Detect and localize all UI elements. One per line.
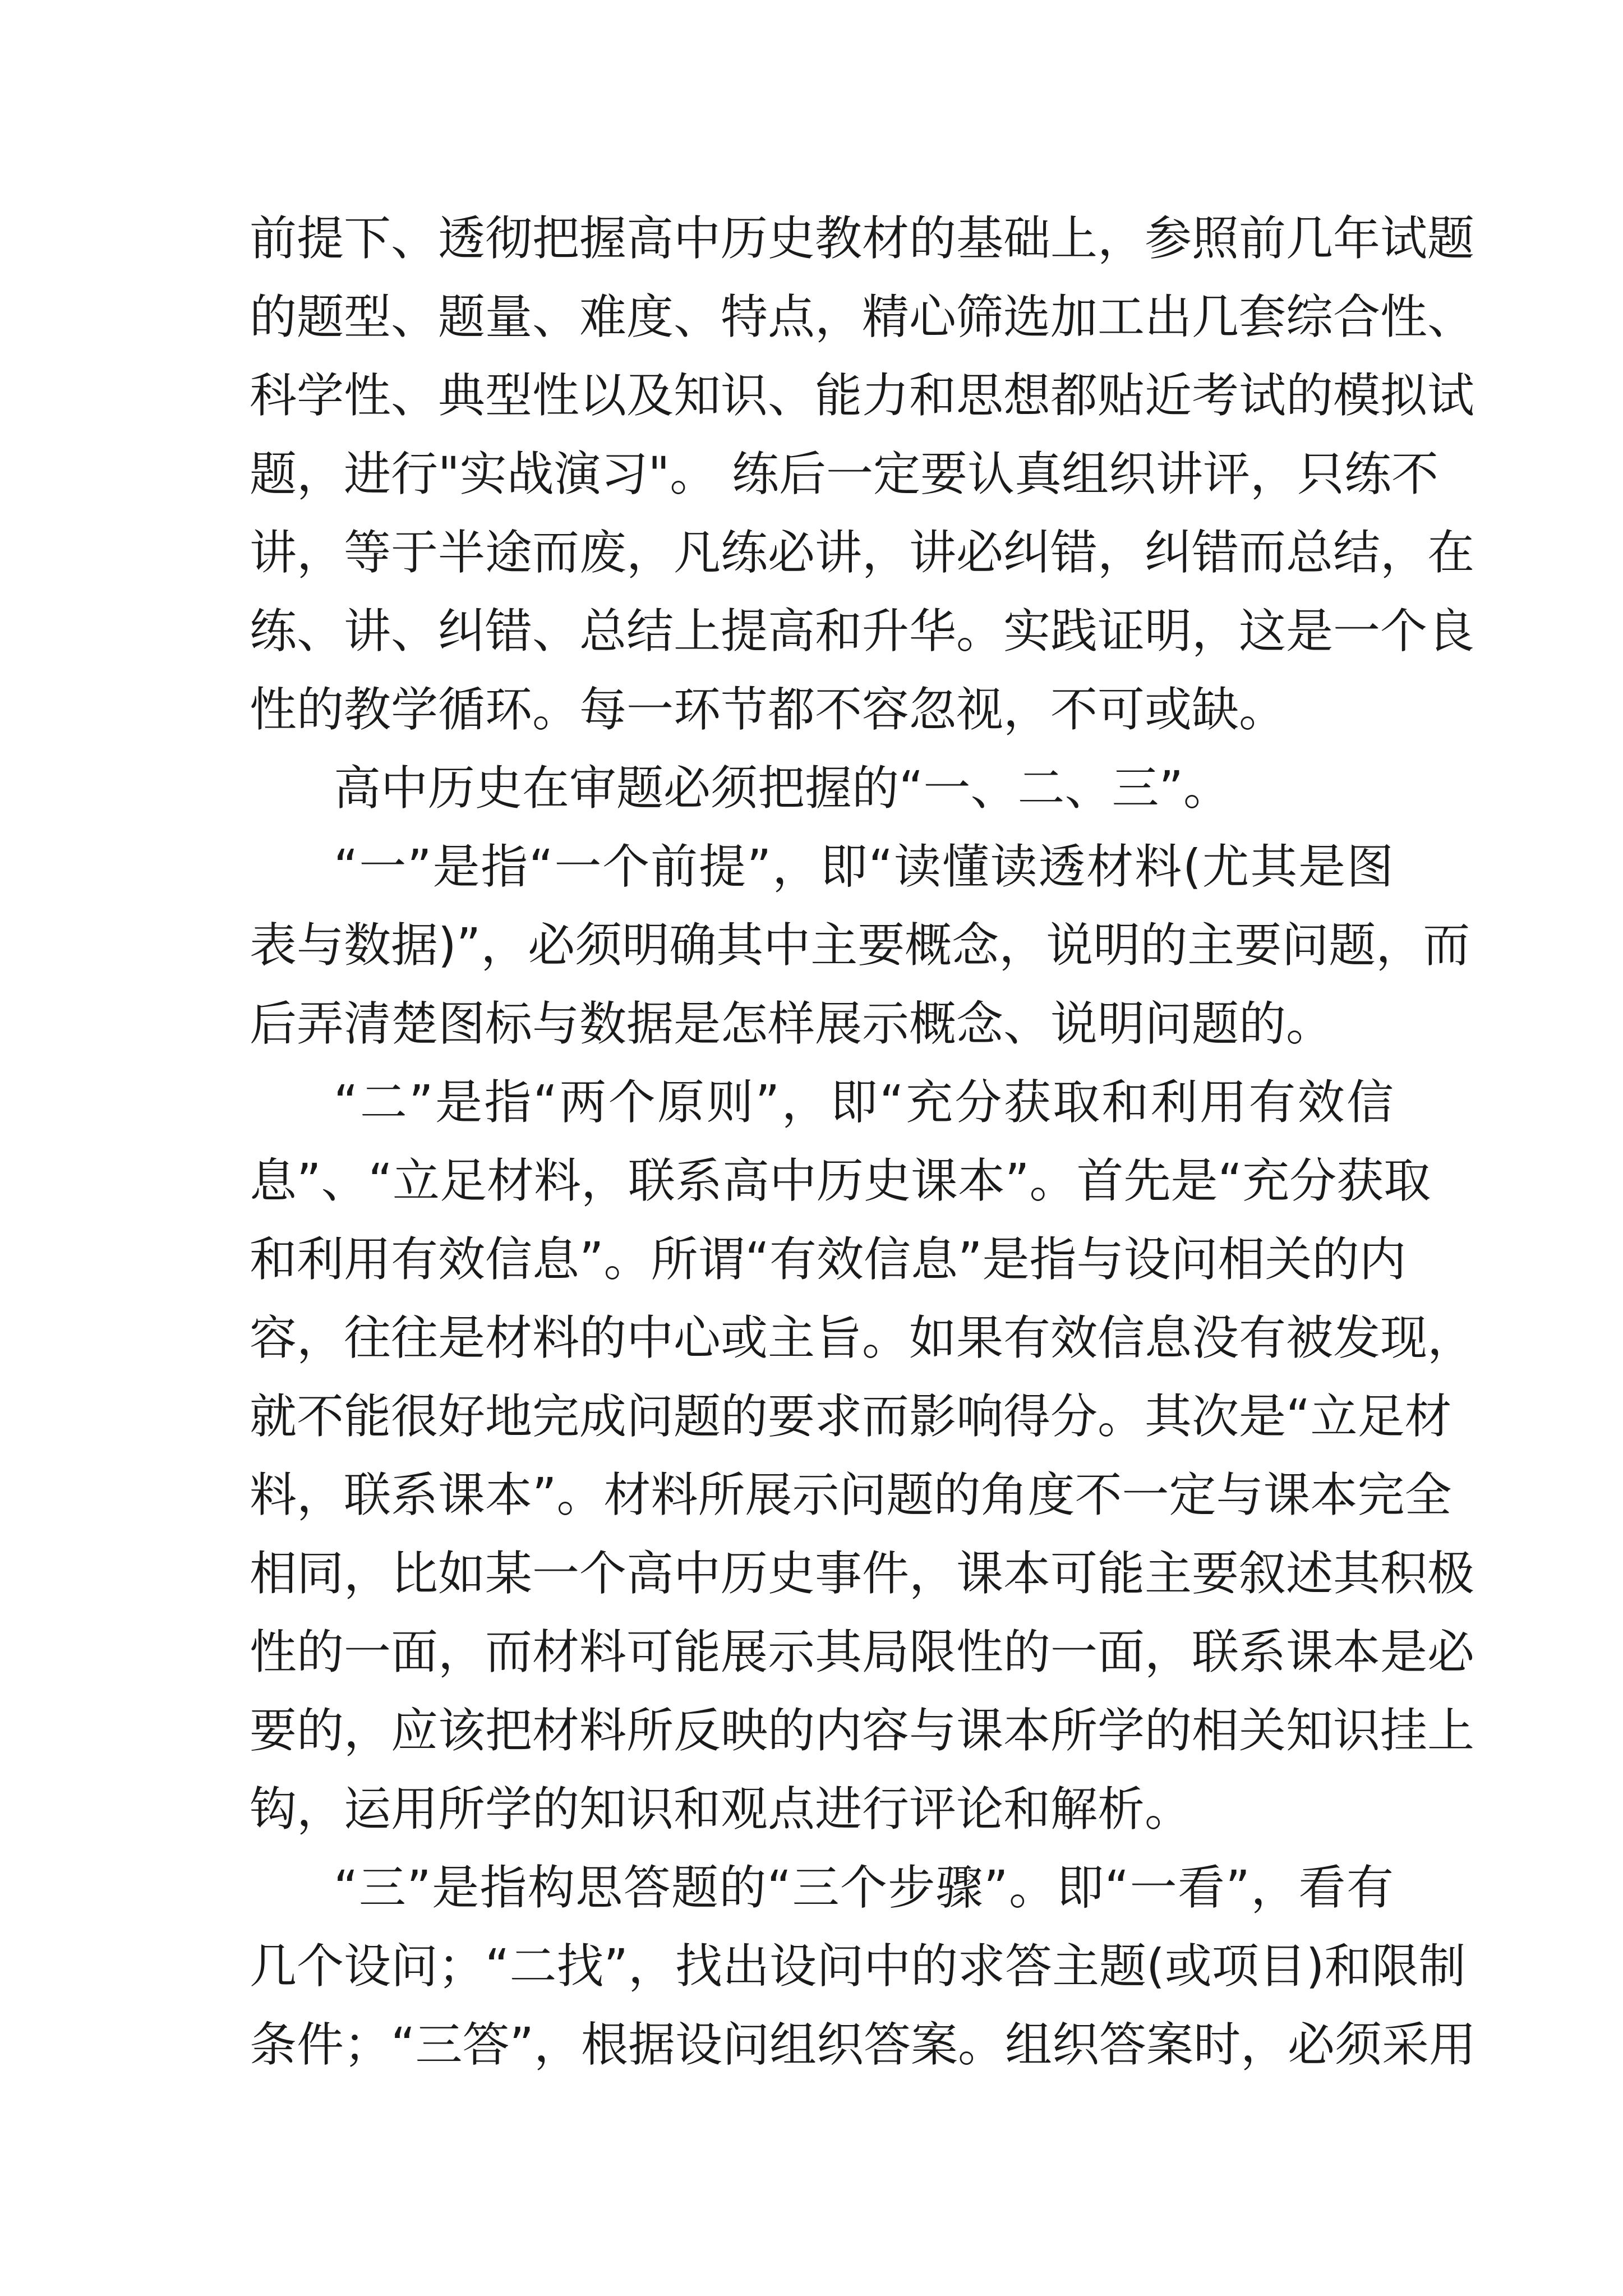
text-line: 性的教学循环。每一环节都不容忽视，不可或缺。 (250, 682, 1287, 737)
text-line: 息”、“立足材料，联系高中历史课本”。首先是“充分获取 (250, 1153, 1431, 1208)
text-line: 讲，等于半途而废，凡练必讲，讲必纠错，纠错而总结，在 (250, 525, 1475, 580)
text-line: 和利用有效信息”。所谓“有效信息”是指与设问相关的内 (250, 1232, 1407, 1287)
text-line: 后弄清楚图标与数据是怎样展示概念、说明问题的。 (250, 996, 1334, 1051)
text-line: “二”是指“两个原则”，即“充分获取和利用有效信 (334, 1075, 1394, 1130)
text-line: 练、讲、纠错、总结上提高和升华。实践证明，这是一个良 (250, 604, 1475, 659)
text-line: 性的一面，而材料可能展示其局限性的一面，联系课本是必 (250, 1625, 1475, 1680)
text-line: 条件；“三答”，根据设问组织答案。组织答案时，必须采用 (250, 2017, 1477, 2072)
text-line: 的题型、题量、难度、特点，精心筛选加工出几套综合性、 (250, 289, 1475, 344)
text-line: 料，联系课本”。材料所展示问题的角度不一定与课本完全 (250, 1467, 1452, 1522)
text-line: 几个设问；“二找”，找出设问中的求答主题(或项目)和限制 (250, 1939, 1466, 1994)
text-line: 题，进行"实战演习"。 练后一定要认真组织讲评，只练不 (250, 447, 1438, 501)
text-line: 表与数据)”，必须明确其中主要概念，说明的主要问题，而 (250, 918, 1470, 973)
text-line: 前提下、透彻把握高中历史教材的基础上，参照前几年试题 (250, 211, 1475, 266)
text-line: 科学性、典型性以及知识、能力和思想都贴近考试的模拟试 (250, 368, 1475, 423)
text-line: 就不能很好地完成问题的要求而影响得分。其次是“立足材 (250, 1389, 1452, 1444)
text-line: 要的，应该把材料所反映的内容与课本所学的相关知识挂上 (250, 1703, 1475, 1758)
text-line: “一”是指“一个前提”，即“读懂读透材料(尤其是图 (334, 839, 1394, 894)
text-line: “三”是指构思答题的“三个步骤”。即“一看”，看有 (334, 1860, 1394, 1915)
text-line: 高中历史在审题必须把握的“一、二、三”。 (334, 761, 1231, 816)
body-text (250, 199, 1477, 2084)
text-line: 相同，比如某一个高中历史事件，课本可能主要叙述其积极 (250, 1546, 1475, 1601)
text-line: 容，往往是材料的中心或主旨。如果有效信息没有被发现， (250, 1310, 1475, 1365)
text-line: 钩，运用所学的知识和观点进行评论和解析。 (250, 1782, 1192, 1837)
